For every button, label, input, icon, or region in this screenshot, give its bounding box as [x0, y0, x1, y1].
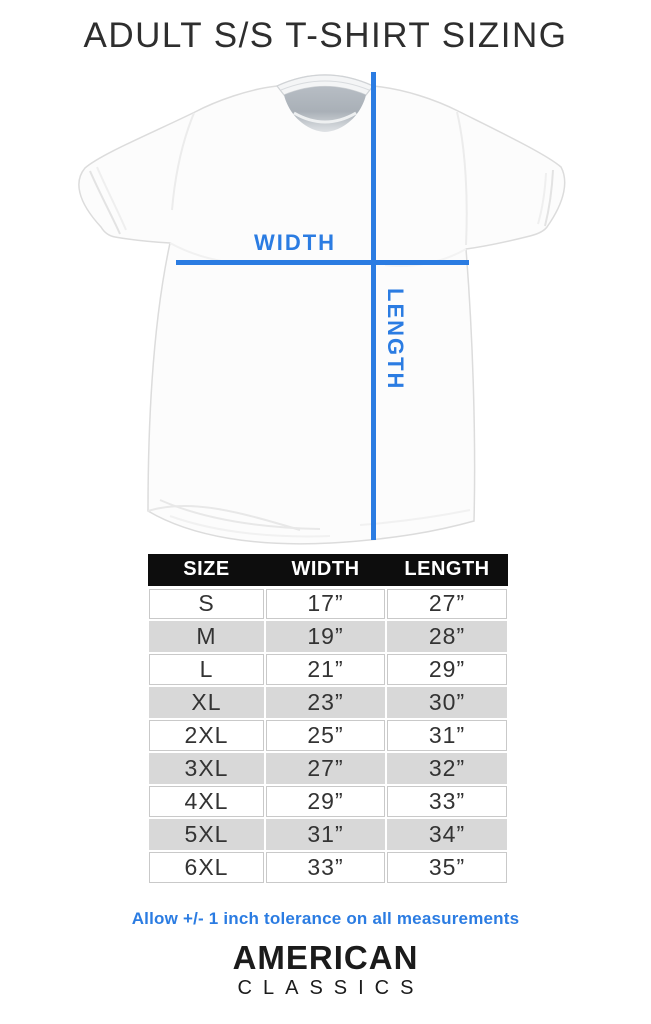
size-cell: 6XL: [148, 851, 265, 884]
width-cell: 19”: [265, 620, 386, 653]
width-cell: 23”: [265, 686, 386, 719]
size-cell: M: [148, 620, 265, 653]
header-length: LENGTH: [386, 554, 508, 587]
length-cell: 32”: [386, 752, 508, 785]
size-table-header-row: [148, 554, 508, 587]
size-cell: XL: [148, 686, 265, 719]
table-row-m: [148, 620, 508, 653]
table-row-6xl: [148, 851, 508, 884]
table-row-l: [148, 653, 508, 686]
table-row-4xl: [148, 785, 508, 818]
length-cell: 35”: [386, 851, 508, 884]
width-cell: 33”: [265, 851, 386, 884]
length-cell: 31”: [386, 719, 508, 752]
width-cell: 27”: [265, 752, 386, 785]
tolerance-note: Allow +/- 1 inch tolerance on all measurements: [131, 909, 520, 928]
length-cell: 28”: [386, 620, 508, 653]
width-cell: 17”: [265, 587, 386, 620]
width-cell: 29”: [265, 785, 386, 818]
table-row-5xl: [148, 818, 508, 851]
length-cell: 30”: [386, 686, 508, 719]
width-label: WIDTH: [253, 230, 337, 255]
width-measure-line: [176, 260, 469, 265]
length-cell: 33”: [386, 785, 508, 818]
shirt-body: [79, 75, 565, 544]
tshirt-illustration: [0, 70, 651, 560]
page-title: ADULT S/S T-SHIRT SIZING: [83, 16, 568, 55]
header-width: WIDTH: [265, 554, 386, 587]
table-row-2xl: [148, 719, 508, 752]
table-row-3xl: [148, 752, 508, 785]
table-row-s: [148, 587, 508, 620]
brand-name-classics: CLASSICS: [237, 977, 425, 999]
size-table: [147, 554, 509, 885]
size-cell: L: [148, 653, 265, 686]
brand-logo: [0, 941, 651, 1000]
length-cell: 27”: [386, 587, 508, 620]
length-cell: 34”: [386, 818, 508, 851]
size-cell: 3XL: [148, 752, 265, 785]
length-measure-line: [371, 72, 376, 540]
size-cell: S: [148, 587, 265, 620]
size-cell: 2XL: [148, 719, 265, 752]
brand-name-american: AMERICAN: [232, 939, 419, 976]
width-cell: 31”: [265, 818, 386, 851]
table-row-xl: [148, 686, 508, 719]
width-cell: 25”: [265, 719, 386, 752]
header-size: SIZE: [148, 554, 265, 587]
length-label: LENGTH: [383, 288, 408, 391]
width-cell: 21”: [265, 653, 386, 686]
size-cell: 4XL: [148, 785, 265, 818]
size-cell: 5XL: [148, 818, 265, 851]
length-cell: 29”: [386, 653, 508, 686]
